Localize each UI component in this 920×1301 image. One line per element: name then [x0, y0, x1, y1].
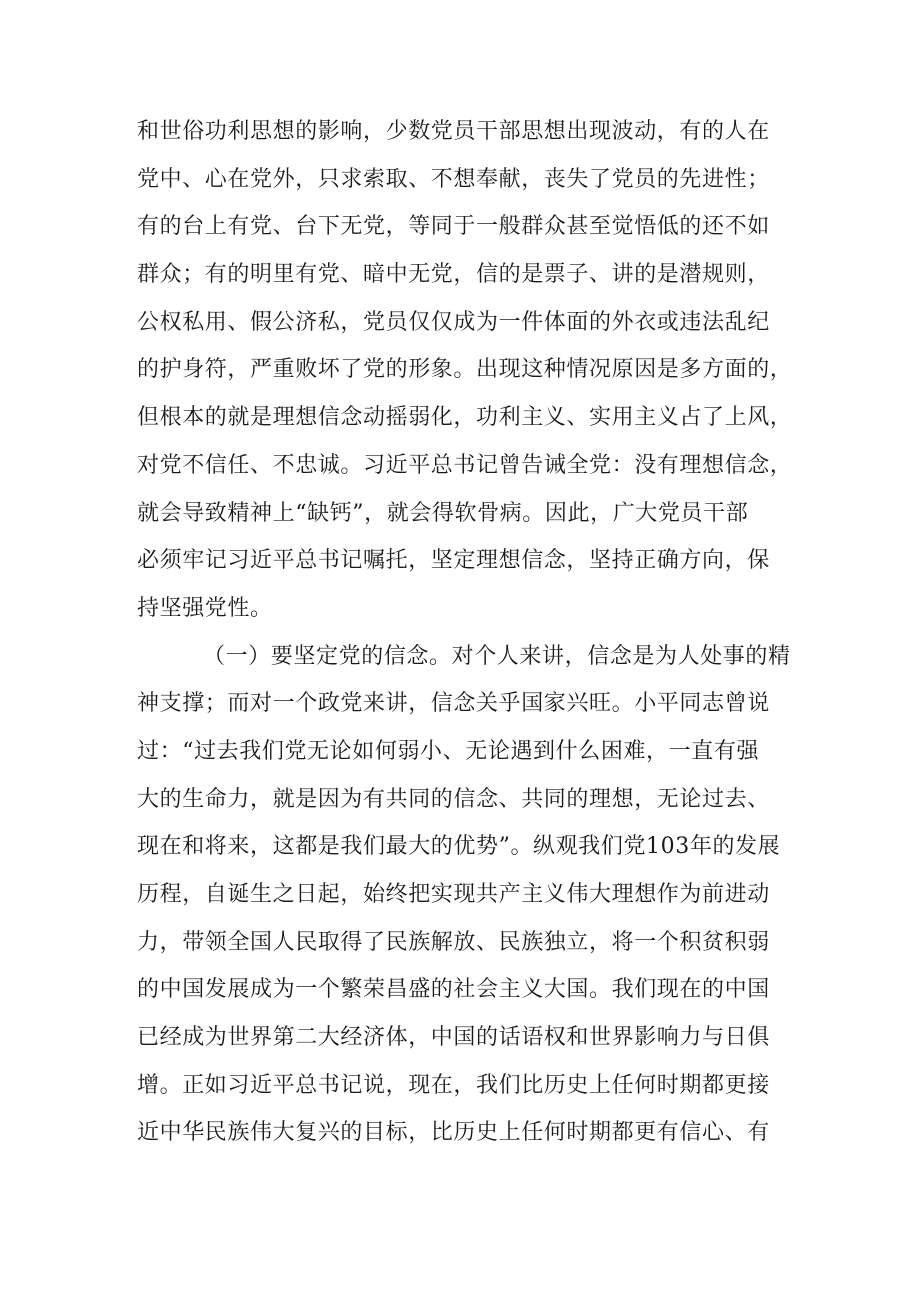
text-line: 党中、心在党外，只求索取、不想奉献，丧失了党员的先进性；: [137, 166, 770, 192]
text-line: 对党不信任、不忠诚。习近平总书记曾告诫全党：没有理想信念，: [137, 452, 793, 478]
text-line: 必须牢记习近平总书记嘱托，坚定理想信念，坚持正确方向，保: [137, 548, 770, 574]
text-line: 现在和将来，这都是我们最大的优势”。纵观我们党103年的发展: [137, 834, 781, 860]
text-line: 和世俗功利思想的影响，少数党员干部思想出现波动，有的人在: [137, 119, 770, 144]
text-line: 历程，自诞生之日起，始终把实现共产主义伟大理想作为前进动: [137, 882, 770, 907]
text-line: 但根本的就是理想信念动摇弱化，功利主义、实用主义占了上风，: [137, 405, 793, 431]
text-line: 增。正如习近平总书记说，现在，我们比历史上任何时期都更接: [137, 1072, 770, 1098]
text-line: 就会导致精神上“缺钙”，就会得软骨病。因此，广大党员干部: [137, 500, 749, 526]
text-line: 群众；有的明里有党、暗中无党，信的是票子、讲的是潜规则，: [137, 262, 770, 288]
text-line: 的中国发展成为一个繁荣昌盛的社会主义大国。我们现在的中国: [137, 977, 770, 1003]
text-line: 的护身符，严重败坏了党的形象。出现这种情况原因是多方面的，: [137, 357, 793, 383]
paragraph-1: [137, 108, 797, 633]
text-line: 已经成为世界第二大经济体，中国的话语权和世界影响力与日俱: [137, 1025, 770, 1051]
text-line: 力，带领全国人民取得了民族解放、民族独立，将一个积贫积弱: [137, 929, 770, 955]
text-line: 大的生命力，就是因为有共同的信念、共同的理想，无论过去、: [137, 786, 770, 812]
text-line: 有的台上有党、台下无党，等同于一般群众甚至觉悟低的还不如: [137, 214, 770, 240]
text-line: 持坚强党性。: [137, 595, 273, 621]
text-line: 神支撑；而对一个政党来讲，信念关乎国家兴旺。小平同志曾说: [137, 691, 770, 717]
paragraph-2: [137, 633, 797, 1158]
text-line: 近中华民族伟大复兴的目标，比历史上任何时期都更有信心、有: [137, 1120, 770, 1146]
text-line: 公权私用、假公济私，党员仅仅成为一件体面的外衣或违法乱纪: [137, 309, 770, 335]
text-line: 过：“过去我们党无论如何弱小、无论遇到什么困难，一直有强: [137, 738, 760, 764]
body-text: [137, 108, 797, 1157]
text-line-indented: （一）要坚定党的信念。对个人来讲，信念是为人处事的精: [203, 643, 791, 669]
